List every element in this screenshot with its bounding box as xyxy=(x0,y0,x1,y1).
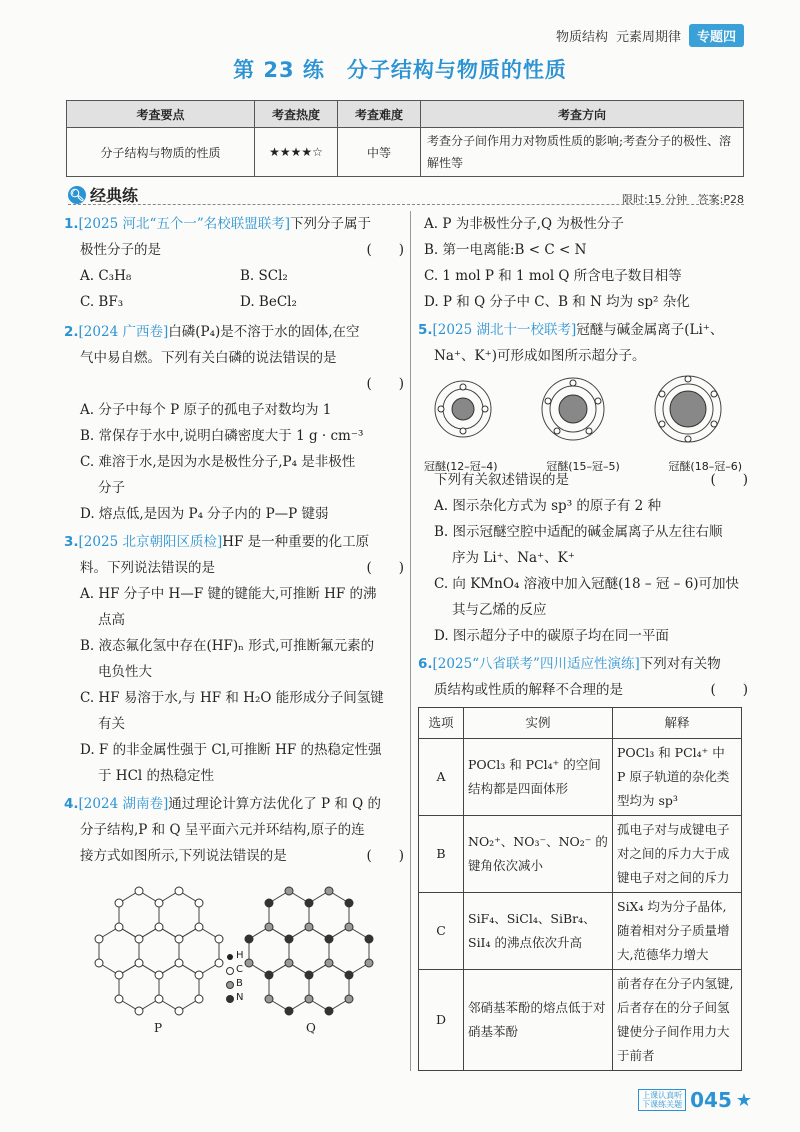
molecule-diagram xyxy=(64,873,404,1033)
explanation-cell: 孤电子对与成键电子对之间的斥力大于成键电子对之间的斥力 xyxy=(613,816,742,893)
question-text: 下列有关叙述错误的是 xyxy=(434,472,569,488)
legend-h: H xyxy=(236,950,244,961)
option-a: A. 图示杂化方式为 sp³ 的原子有 2 种 xyxy=(434,498,662,514)
right-column xyxy=(418,211,748,1071)
section-title: 经典练 xyxy=(90,186,139,205)
q4-option-b: B. 第一电离能:B < C < N xyxy=(424,242,587,258)
question-number: 2. xyxy=(64,324,79,340)
caption-12-crown-4: 冠醚(12–冠–4) xyxy=(424,460,498,473)
option-a: A. 分子中每个 P 原子的孤电子对数均为 1 xyxy=(80,402,332,418)
table-row xyxy=(419,970,742,1071)
answer-blank: ( ) xyxy=(366,242,404,258)
label-q: Q xyxy=(306,1021,316,1035)
option-label: D xyxy=(419,970,464,1071)
question-source: [2025 湖北十一校联考] xyxy=(432,322,577,338)
question-source: [2024 广西卷] xyxy=(78,324,169,340)
header-topics xyxy=(556,24,744,47)
option-c: C. 难溶于水,是因为水是极性分子,P₄ 是非极性 xyxy=(80,454,356,470)
explanation-cell: POCl₃ 和 PCl₄⁺ 中 P 原子轨道的杂化类型均为 sp³ xyxy=(613,739,742,816)
option-a: A. C₃H₈ xyxy=(80,268,132,284)
explanation-cell: 前者存在分子内氢键,后者存在的分子间氢键使分子间作用力大于前者 xyxy=(613,970,742,1071)
question-text: 质结构或性质的解释不合理的是 xyxy=(434,682,623,698)
option-a: A. HF 分子中 H—F 键的键能大,可推断 HF 的沸 xyxy=(80,586,377,602)
answer-blank: ( ) xyxy=(710,682,748,698)
section-heading xyxy=(68,183,138,206)
question-text: 分子结构,P 和 Q 呈平面六元并环结构,原子的连 xyxy=(80,822,365,838)
option-b: B. 液态氟化氢中存在(HF)ₙ 形式,可推断氟元素的 xyxy=(80,638,375,654)
question-number: 6. xyxy=(418,656,433,672)
question-text: 下列对有关物 xyxy=(639,656,721,672)
crown-ether-diagram xyxy=(418,373,748,445)
question-source: [2024 湖南卷] xyxy=(78,796,169,812)
answer-blank: ( ) xyxy=(366,560,404,576)
question-source: [2025 河北“五个一”名校联盟联考] xyxy=(78,216,291,232)
table-header: 实例 xyxy=(464,708,613,739)
atom-legend xyxy=(236,949,244,1005)
question-text: 接方式如图所示,下列说法错误的是 xyxy=(80,848,287,864)
question-text: 下列分子属于 xyxy=(290,216,372,232)
question-1 xyxy=(64,211,404,315)
option-c-cont: 其与乙烯的反应 xyxy=(452,602,547,618)
option-c-cont: 分子 xyxy=(98,480,125,496)
page-title: 第 23 练 分子结构与物质的性质 xyxy=(233,58,567,82)
section-divider xyxy=(68,204,744,205)
option-label: B xyxy=(419,816,464,893)
option-d: D. BeCl₂ xyxy=(240,294,297,310)
question-5 xyxy=(418,317,748,649)
answer-ref: 答案:P28 xyxy=(697,193,744,206)
answer-blank: ( ) xyxy=(366,376,404,392)
table-header: 解释 xyxy=(613,708,742,739)
option-b-cont: 电负性大 xyxy=(98,664,152,680)
header-topic-periodic: 元素周期律 xyxy=(615,30,681,45)
q4-option-c: C. 1 mol P 和 1 mol Q 所含电子数目相等 xyxy=(424,268,682,284)
meta-cell: 考查分子间作用力对物质性质的影响;考查分子的极性、溶解性等 xyxy=(421,128,744,177)
page-footer xyxy=(638,1088,752,1112)
option-a-cont: 点高 xyxy=(98,612,125,628)
example-cell: NO₂⁺、NO₃⁻、NO₂⁻ 的键角依次减小 xyxy=(464,816,613,893)
answer-blank: ( ) xyxy=(366,848,404,864)
question-source: [2025“八省联考”四川适应性演练] xyxy=(432,656,640,672)
legend-c: C xyxy=(236,964,243,975)
meta-header: 考查热度 xyxy=(255,101,338,128)
question-number: 3. xyxy=(64,534,79,550)
question-3 xyxy=(64,529,404,789)
option-b-cont: 序为 Li⁺、Na⁺、K⁺ xyxy=(452,550,575,566)
question-text: Na⁺、K⁺)可形成如图所示超分子。 xyxy=(434,348,646,364)
option-c: C. BF₃ xyxy=(80,294,124,310)
option-c-cont: 有关 xyxy=(98,716,125,732)
option-label: C xyxy=(419,893,464,970)
q4-option-d: D. P 和 Q 分子中 C、B 和 N 均为 sp² 杂化 xyxy=(424,294,690,310)
question-text: HF 是一种重要的化工原 xyxy=(222,534,370,550)
question-text: 冠醚与碱金属离子(Li⁺、 xyxy=(576,322,724,338)
table-row xyxy=(419,893,742,970)
example-cell: 邻硝基苯酚的熔点低于对硝基苯酚 xyxy=(464,970,613,1071)
meta-cell: 分子结构与物质的性质 xyxy=(67,128,255,177)
option-b: B. 图示冠醚空腔中适配的碱金属离子从左往右顺 xyxy=(434,524,723,540)
option-d-cont: 于 HCl 的热稳定性 xyxy=(98,768,215,784)
label-p: P xyxy=(154,1021,163,1035)
crown-ether-figure xyxy=(418,373,748,473)
explanation-cell: SiX₄ 均为分子晶体,随着相对分子质量增大,范德华力增大 xyxy=(613,893,742,970)
table-row xyxy=(419,816,742,893)
table-row xyxy=(419,739,742,816)
meta-cell: 中等 xyxy=(338,128,421,177)
example-cell: SiF₄、SiCl₄、SiBr₄、SiI₄ 的沸点依次升高 xyxy=(464,893,613,970)
option-d: D. F 的非金属性强于 Cl,可推断 HF 的热稳定性强 xyxy=(80,742,382,758)
q6-options-table xyxy=(418,707,742,1071)
question-text: 白磷(P₄)是不溶于水的固体,在空 xyxy=(168,324,360,340)
time-limit: 限时:15 分钟 xyxy=(621,193,688,206)
caption-18-crown-6: 冠醚(18–冠–6) xyxy=(668,460,742,473)
caption-15-crown-5: 冠醚(15–冠–5) xyxy=(546,460,620,473)
example-cell: POCl₃ 和 PCl₄⁺ 的空间结构都是四面体形 xyxy=(464,739,613,816)
search-icon: 🔍︎ xyxy=(69,187,85,202)
question-source: [2025 北京朝阳区质检] xyxy=(78,534,223,550)
slogan-line-2: 下课练关题 xyxy=(642,1100,683,1109)
option-b: B. 常保存于水中,说明白磷密度大于 1 g · cm⁻³ xyxy=(80,428,364,444)
topic-badge: 专题四 xyxy=(689,24,744,47)
option-label: A xyxy=(419,739,464,816)
question-number: 4. xyxy=(64,796,79,812)
option-c: C. 向 KMnO₄ 溶液中加入冠醚(18 – 冠 – 6)可加快 xyxy=(434,576,740,592)
question-6 xyxy=(418,651,748,1071)
column-divider xyxy=(410,211,411,1071)
page-number: 045 xyxy=(690,1088,732,1112)
header-topic-structure: 物质结构 xyxy=(555,30,608,45)
question-number: 1. xyxy=(64,216,79,232)
slogan-line-1: 上课认真听 xyxy=(642,1091,683,1100)
option-c: C. HF 易溶于水,与 HF 和 H₂O 能形成分子间氢键 xyxy=(80,690,384,706)
question-2 xyxy=(64,319,404,527)
question-text: 通过理论计算方法优化了 P 和 Q 的 xyxy=(168,796,382,812)
molecule-figure xyxy=(64,873,404,1033)
question-text: 料。下列说法错误的是 xyxy=(80,560,215,576)
crown-captions xyxy=(418,454,748,480)
slogan-tag xyxy=(638,1089,686,1111)
option-b: B. SCl₂ xyxy=(240,268,288,284)
question-number: 5. xyxy=(418,322,433,338)
legend-b: B xyxy=(236,978,243,989)
meta-header: 考查要点 xyxy=(67,101,255,128)
meta-header: 考查方向 xyxy=(421,101,744,128)
question-4 xyxy=(64,791,404,1033)
question-text: 气中易自燃。下列有关白磷的说法错误的是 xyxy=(80,350,337,366)
meta-header: 考查难度 xyxy=(338,101,421,128)
option-d: D. 图示超分子中的碳原子均在同一平面 xyxy=(434,628,669,644)
exam-meta-table xyxy=(66,100,744,177)
q4-option-a: A. P 为非极性分子,Q 为极性分子 xyxy=(424,216,624,232)
question-text: 极性分子的是 xyxy=(80,242,161,258)
legend-n: N xyxy=(236,992,244,1003)
answer-blank: ( ) xyxy=(710,472,748,488)
left-column xyxy=(64,211,404,1033)
star-mascot-icon: ★ xyxy=(735,1089,752,1111)
meta-stars: ★★★★☆ xyxy=(255,128,338,177)
table-header: 选项 xyxy=(419,708,464,739)
option-d: D. 熔点低,是因为 P₄ 分子内的 P—P 键弱 xyxy=(80,506,329,522)
